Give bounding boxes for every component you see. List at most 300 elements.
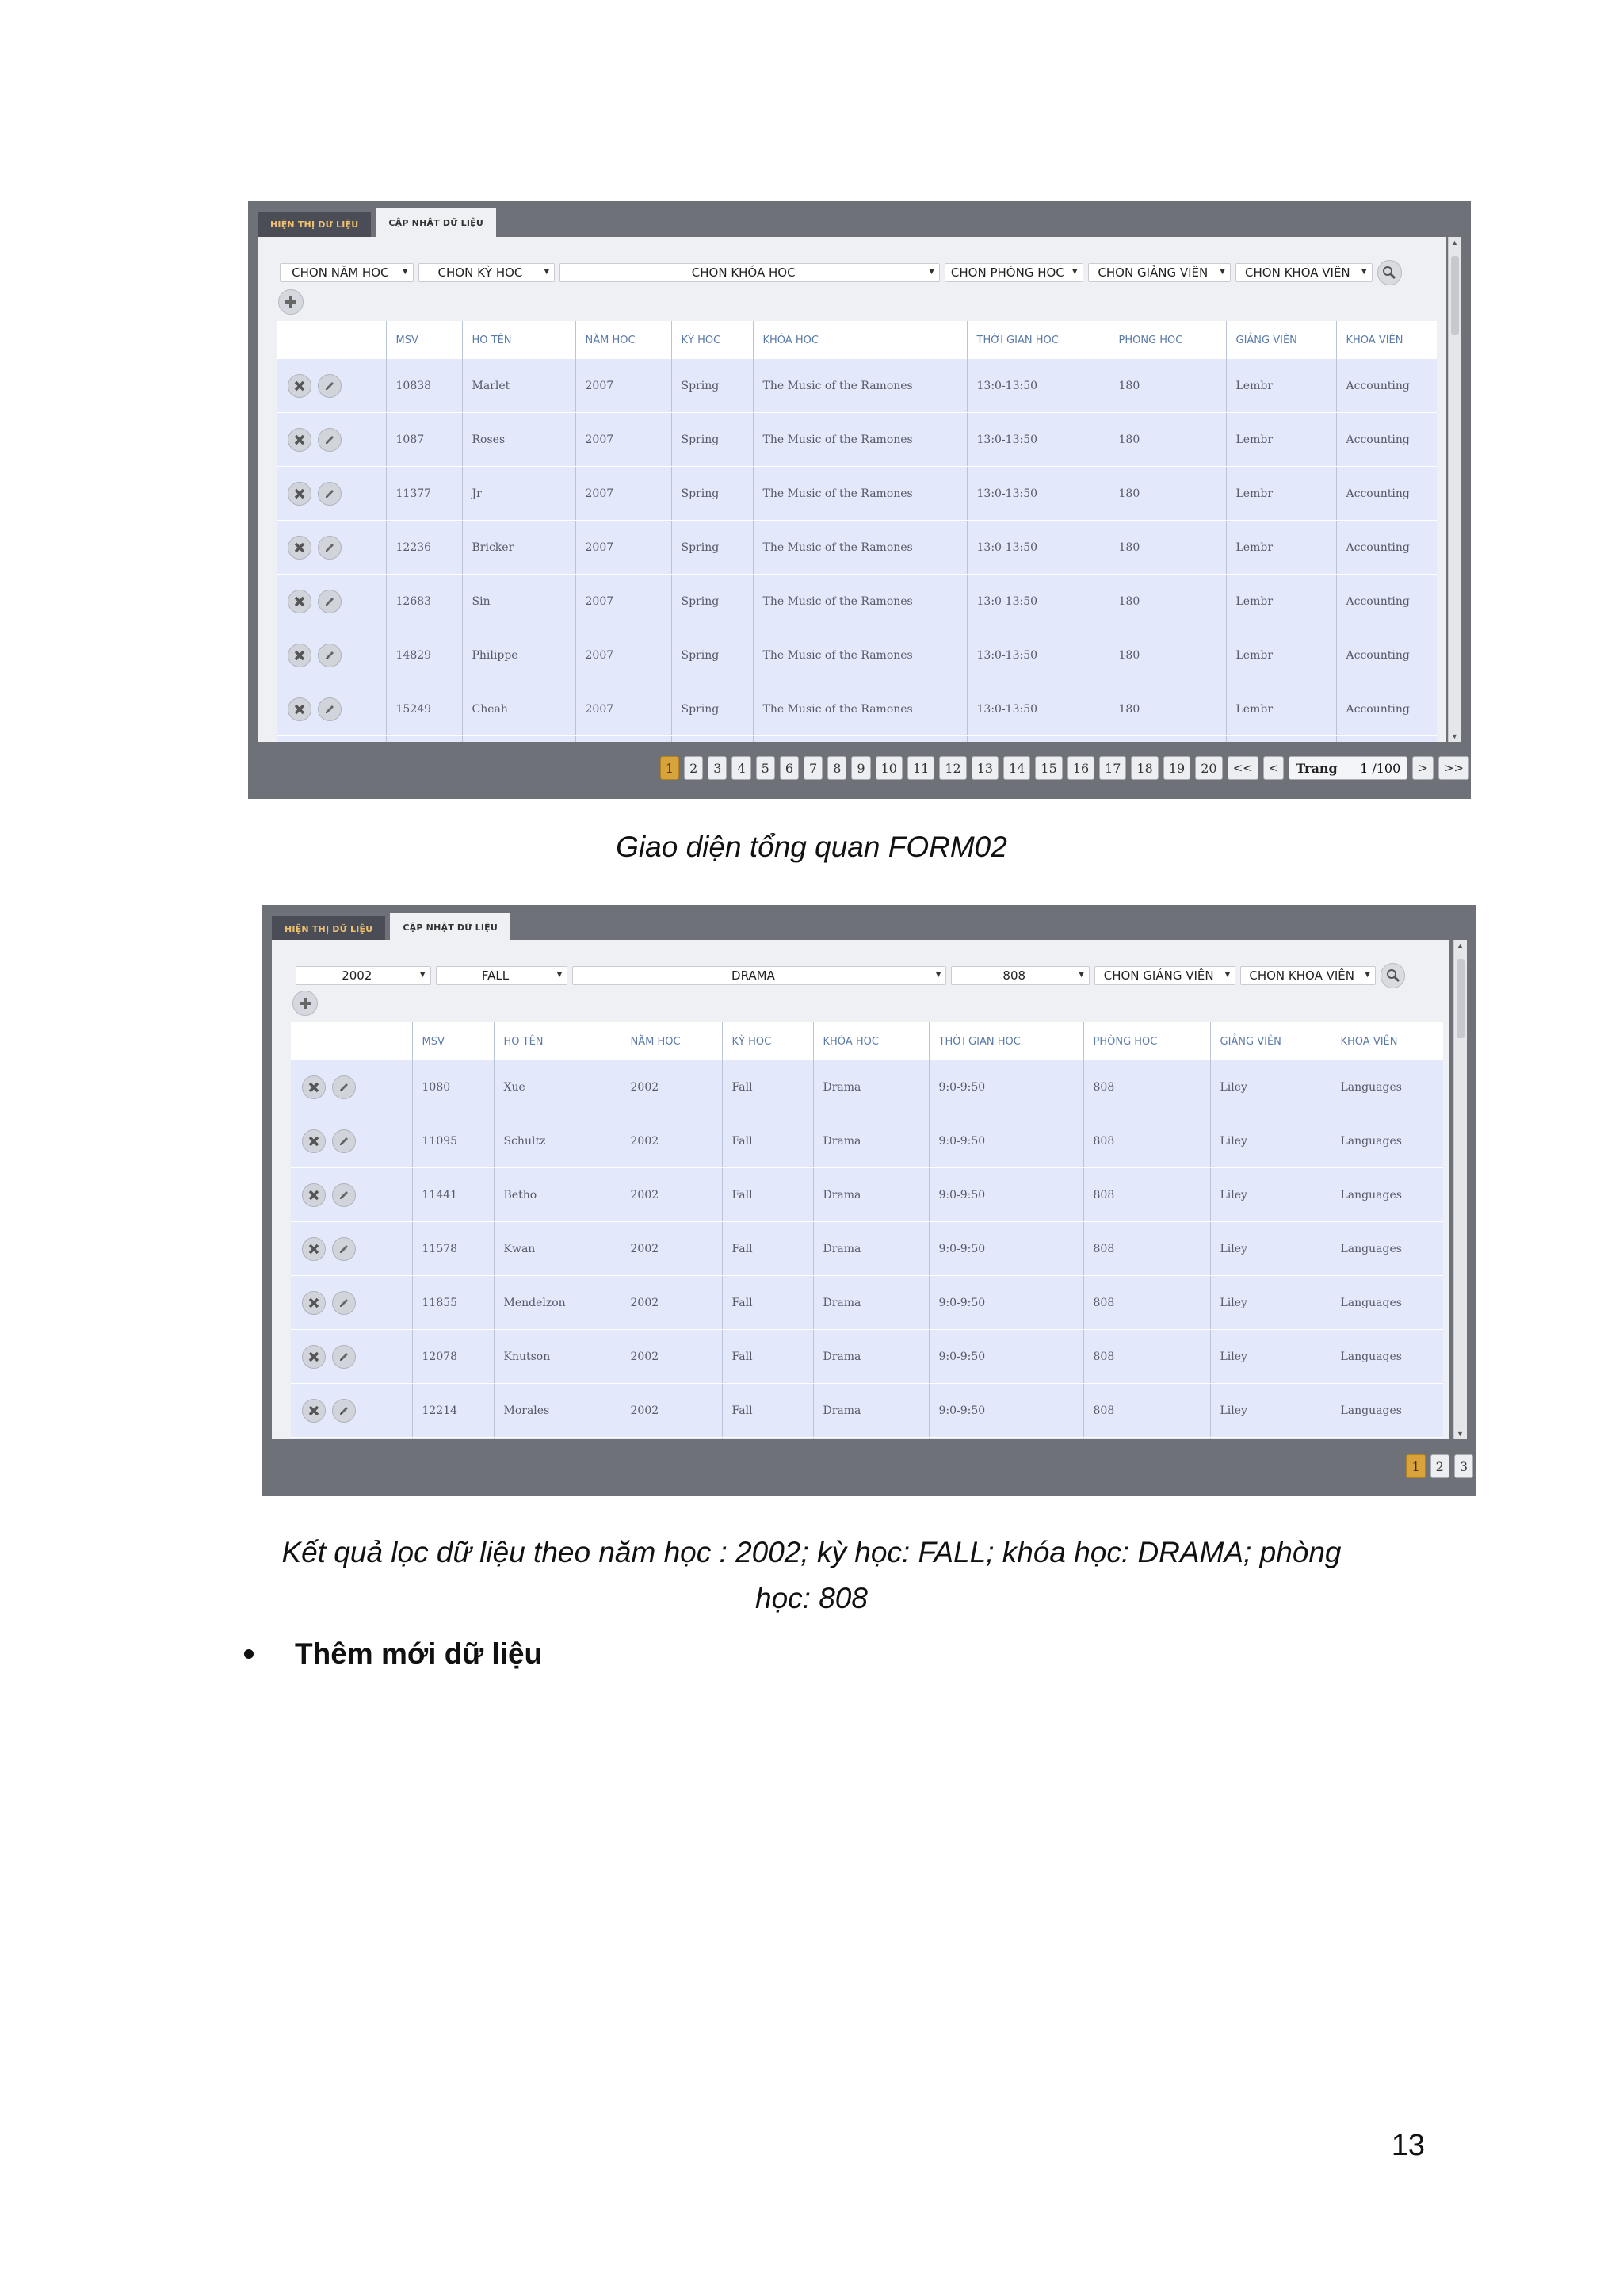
cell-course: The Music of the Ramones [753, 521, 967, 575]
delete-row-button[interactable] [302, 1399, 326, 1423]
cell-time: 9:0-9:50 [929, 1276, 1083, 1330]
cell-course: The Music of the Ramones [753, 628, 967, 682]
scrollbar-thumb[interactable] [1451, 256, 1459, 335]
tab-view-data[interactable]: HIỆN THỊ DỮ LIỆU [272, 916, 385, 942]
cell-name: Xue [494, 1060, 621, 1114]
edit-row-button[interactable] [332, 1291, 356, 1315]
delete-row-button[interactable] [288, 697, 311, 721]
column-header-lecturer[interactable]: GIẢNG VIÊN [1210, 1022, 1331, 1060]
cell-course: Drama [813, 1330, 929, 1384]
cell-room: 180 [1109, 521, 1226, 575]
column-header-name[interactable]: HO TÊN [462, 321, 575, 359]
cell-lecturer: Lembr [1226, 413, 1336, 467]
cell-course [813, 1438, 929, 1440]
delete-row-button[interactable] [302, 1129, 326, 1153]
next-page-button[interactable]: > [1412, 756, 1434, 780]
page-button[interactable]: 18 [1131, 756, 1158, 780]
cell-lecturer: Lembr [1226, 575, 1336, 628]
chevron-down-icon: ▼ [419, 971, 426, 979]
page-button[interactable]: 6 [780, 756, 799, 780]
column-header-room[interactable]: PHÒNG HOC [1083, 1022, 1210, 1060]
student-table [277, 321, 1437, 742]
cell-lecturer: Lembr [1226, 467, 1336, 521]
cell-msv: 11377 [386, 467, 462, 521]
chevron-down-icon: ▼ [544, 268, 550, 276]
cell-course: The Music of the Ramones [753, 575, 967, 628]
edit-row-button[interactable] [318, 590, 342, 613]
cell-room: 180 [1109, 467, 1226, 521]
pencil-icon [338, 1404, 350, 1417]
first-page-button[interactable]: << [1228, 756, 1258, 780]
cell-room: 808 [1083, 1384, 1210, 1438]
page-button[interactable]: 1 [1406, 1454, 1425, 1478]
page-button[interactable]: 13 [972, 756, 999, 780]
edit-row-button[interactable] [332, 1129, 356, 1153]
row-actions [291, 1438, 412, 1440]
lecturer-select-value: CHON GIẢNG VIÊN [1103, 968, 1214, 983]
page-number-list [1406, 1454, 1473, 1478]
delete-icon [307, 1404, 320, 1417]
lecturer-select-value: CHON GIẢNG VIÊN [1098, 266, 1209, 280]
chevron-down-icon: ▼ [556, 971, 563, 979]
cell-lecturer [1226, 736, 1336, 743]
scroll-up-icon[interactable]: ▲ [1451, 239, 1458, 246]
pencil-icon [338, 1350, 350, 1363]
page-button[interactable]: 2 [1430, 1454, 1449, 1478]
cell-term: Spring [671, 682, 753, 736]
pencil-icon [338, 1243, 350, 1255]
search-icon [1382, 266, 1396, 280]
column-header-course[interactable]: KHÓA HOC [753, 321, 967, 359]
pagination [660, 756, 1469, 780]
page-button[interactable]: 15 [1035, 756, 1062, 780]
cell-faculty: Languages [1331, 1276, 1443, 1330]
page-button[interactable]: 3 [708, 756, 727, 780]
scroll-up-icon[interactable]: ▲ [1457, 942, 1464, 949]
cell-msv: 11441 [412, 1168, 494, 1222]
last-page-button[interactable]: >> [1438, 756, 1469, 780]
row-actions [291, 1276, 412, 1330]
row-actions [277, 521, 386, 575]
cell-time: 13:0-13:50 [967, 575, 1109, 628]
cell-msv: 12236 [386, 521, 462, 575]
row-actions [291, 1114, 412, 1168]
cell-year: 2002 [621, 1060, 722, 1114]
table-row [291, 1276, 1443, 1330]
table-row [291, 1330, 1443, 1384]
row-actions [277, 359, 386, 413]
cell-msv: 12683 [386, 575, 462, 628]
pencil-icon [323, 595, 336, 608]
cell-year: 2007 [575, 413, 671, 467]
page-button[interactable]: 10 [876, 756, 903, 780]
delete-icon [293, 380, 306, 392]
cell-msv: 15249 [386, 682, 462, 736]
page-button[interactable]: 8 [827, 756, 846, 780]
delete-row-button[interactable] [288, 482, 311, 506]
cell-faculty: Accounting [1336, 413, 1437, 467]
page-button[interactable]: 3 [1454, 1454, 1473, 1478]
delete-row-button[interactable] [288, 374, 311, 398]
page-button[interactable]: 19 [1163, 756, 1190, 780]
edit-row-button[interactable] [332, 1237, 356, 1261]
column-header-year[interactable]: NĂM HOC [621, 1022, 722, 1060]
edit-row-button[interactable] [332, 1345, 356, 1369]
course-select-value: DRAMA [731, 968, 775, 983]
plus-icon [299, 997, 311, 1010]
column-header-lecturer[interactable]: GIẢNG VIÊN [1226, 321, 1336, 359]
row-actions [277, 467, 386, 521]
page-button[interactable]: 12 [939, 756, 966, 780]
cell-faculty: Languages [1331, 1168, 1443, 1222]
cell-name: Philippe [462, 628, 575, 682]
bullet-dot-icon [244, 1649, 254, 1659]
cell-term: Fall [722, 1168, 813, 1222]
cell-course: The Music of the Ramones [753, 413, 967, 467]
table-row [277, 682, 1437, 736]
pencil-icon [338, 1135, 350, 1148]
table-row [291, 1438, 1443, 1440]
cell-msv: 11855 [412, 1276, 494, 1330]
cell-lecturer: Liley [1210, 1114, 1331, 1168]
cell-time: 13:0-13:50 [967, 413, 1109, 467]
cell-msv [412, 1438, 494, 1440]
tab-view-data[interactable]: HIỆN THỊ DỮ LIỆU [258, 212, 371, 237]
page-number: 13 [1391, 2129, 1425, 2162]
table-header-row [277, 321, 1437, 359]
chevron-down-icon: ▼ [929, 268, 935, 276]
table-row [291, 1114, 1443, 1168]
cell-time: 9:0-9:50 [929, 1168, 1083, 1222]
edit-row-button[interactable] [318, 536, 342, 560]
cell-time: 13:0-13:50 [967, 628, 1109, 682]
delete-icon [293, 487, 306, 500]
cell-name: Marlet [462, 359, 575, 413]
table-row [277, 575, 1437, 628]
delete-icon [293, 649, 306, 662]
cell-faculty: Accounting [1336, 628, 1437, 682]
page-label: Trang [1296, 760, 1338, 776]
page-input[interactable] [1289, 756, 1407, 780]
actions-header [291, 1022, 412, 1060]
cell-room [1109, 736, 1226, 743]
cell-time: 13:0-13:50 [967, 521, 1109, 575]
cell-time [929, 1438, 1083, 1440]
table-row [291, 1168, 1443, 1222]
cell-name: Kwan [494, 1222, 621, 1276]
course-select[interactable] [572, 966, 946, 985]
cell-term: Spring [671, 628, 753, 682]
cell-lecturer [1210, 1438, 1331, 1440]
page-button[interactable]: 4 [731, 756, 750, 780]
faculty-select-value: CHON KHOA VIÊN [1245, 266, 1350, 280]
tab-update-data[interactable]: CẬP NHẬT DỮ LIỆU [376, 208, 496, 237]
cell-name: Sin [462, 575, 575, 628]
cell-msv: 1087 [386, 413, 462, 467]
column-header-term[interactable]: KỲ HOC [671, 321, 753, 359]
faculty-select-value: CHON KHOA VIÊN [1249, 968, 1354, 983]
cell-term: Spring [671, 413, 753, 467]
pagination [1406, 1454, 1473, 1478]
edit-row-button[interactable] [332, 1075, 356, 1099]
form02-overview-screenshot [248, 201, 1471, 799]
cell-room: 808 [1083, 1060, 1210, 1114]
lecturer-select[interactable] [1088, 263, 1231, 282]
page-button[interactable]: 5 [756, 756, 775, 780]
table-row [291, 1384, 1443, 1438]
cell-term: Fall [722, 1222, 813, 1276]
cell-msv [386, 736, 462, 743]
cell-term: Spring [671, 467, 753, 521]
edit-row-button[interactable] [318, 482, 342, 506]
pencil-icon [323, 541, 336, 554]
delete-icon [293, 703, 306, 716]
cell-year [621, 1438, 722, 1440]
search-icon [1386, 968, 1400, 983]
lecturer-select[interactable] [1094, 966, 1235, 985]
cell-name: Cheah [462, 682, 575, 736]
room-select-value: 808 [1002, 968, 1026, 983]
table-row [277, 359, 1437, 413]
cell-year: 2002 [621, 1276, 722, 1330]
figure-caption-2-line-2: học: 808 [755, 1582, 868, 1614]
delete-icon [307, 1297, 320, 1309]
room-select[interactable] [945, 263, 1083, 282]
page-number-list [660, 756, 1223, 780]
cell-year: 2007 [575, 682, 671, 736]
edit-row-button[interactable] [318, 428, 342, 452]
delete-row-button[interactable] [302, 1237, 326, 1261]
page-button[interactable]: 2 [684, 756, 703, 780]
cell-year: 2007 [575, 467, 671, 521]
cell-msv: 11095 [412, 1114, 494, 1168]
faculty-select[interactable] [1240, 966, 1376, 985]
term-select-value: FALL [481, 968, 510, 983]
scrollbar-thumb[interactable] [1457, 959, 1465, 1038]
cell-name [462, 736, 575, 743]
scroll-down-icon[interactable]: ▼ [1457, 1430, 1464, 1438]
scroll-down-icon[interactable]: ▼ [1451, 732, 1458, 740]
page-input-value: 1 /100 [1360, 760, 1401, 776]
column-header-msv[interactable]: MSV [412, 1022, 494, 1060]
cell-year: 2007 [575, 628, 671, 682]
chevron-down-icon: ▼ [1220, 268, 1226, 276]
cell-time: 9:0-9:50 [929, 1060, 1083, 1114]
page-button[interactable]: 20 [1195, 756, 1222, 780]
cell-faculty: Languages [1331, 1330, 1443, 1384]
column-header-name[interactable]: HO TÊN [494, 1022, 621, 1060]
actions-header [277, 321, 386, 359]
add-record-button[interactable] [278, 289, 304, 315]
delete-row-button[interactable] [288, 590, 311, 613]
row-actions [277, 682, 386, 736]
cell-room: 180 [1109, 359, 1226, 413]
cell-year: 2002 [621, 1114, 722, 1168]
row-actions [291, 1384, 412, 1438]
page-button[interactable]: 16 [1067, 756, 1094, 780]
column-header-room[interactable]: PHÒNG HOC [1109, 321, 1226, 359]
cell-course: Drama [813, 1060, 929, 1114]
cell-course: The Music of the Ramones [753, 359, 967, 413]
delete-row-button[interactable] [302, 1291, 326, 1315]
cell-lecturer: Lembr [1226, 521, 1336, 575]
tab-bar [272, 913, 510, 942]
column-header-time[interactable]: THỜI GIAN HOC [929, 1022, 1083, 1060]
delete-row-button[interactable] [302, 1183, 326, 1207]
figure-caption-2-line-1: Kết quả lọc dữ liệu theo năm học : 2002; kỳ học: FALL; khóa học: DRAMA; phòng [281, 1536, 1342, 1568]
table-body-2 [291, 1060, 1443, 1439]
delete-icon [307, 1081, 320, 1094]
data-panel [258, 237, 1446, 742]
pencil-icon [323, 703, 336, 716]
cell-name: Knutson [494, 1330, 621, 1384]
row-actions [277, 413, 386, 467]
cell-time [967, 736, 1109, 743]
row-actions [277, 628, 386, 682]
tab-bar [258, 208, 496, 237]
cell-faculty: Accounting [1336, 682, 1437, 736]
cell-time: 13:0-13:50 [967, 359, 1109, 413]
cell-term: Fall [722, 1330, 813, 1384]
term-select[interactable] [436, 966, 568, 985]
search-button[interactable] [1381, 963, 1405, 988]
cell-name: Bricker [462, 521, 575, 575]
cell-room: 808 [1083, 1276, 1210, 1330]
delete-icon [307, 1189, 320, 1201]
filter-bar [280, 262, 1402, 283]
cell-lecturer: Lembr [1226, 359, 1336, 413]
cell-faculty: Languages [1331, 1060, 1443, 1114]
cell-room [1083, 1438, 1210, 1440]
cell-lecturer: Lembr [1226, 682, 1336, 736]
cell-time: 13:0-13:50 [967, 682, 1109, 736]
table-row [277, 467, 1437, 521]
cell-year: 2002 [621, 1384, 722, 1438]
room-select[interactable] [951, 966, 1090, 985]
page-button[interactable]: 9 [851, 756, 870, 780]
cell-msv: 14829 [386, 628, 462, 682]
tab-update-data[interactable]: CẬP NHẬT DỮ LIỆU [390, 913, 510, 942]
edit-row-button[interactable] [318, 697, 342, 721]
column-header-time[interactable]: THỜI GIAN HOC [967, 321, 1109, 359]
edit-row-button[interactable] [318, 644, 342, 667]
faculty-select[interactable] [1235, 263, 1373, 282]
year-select[interactable] [280, 263, 414, 282]
cell-name [494, 1438, 621, 1440]
table-row [291, 1222, 1443, 1276]
chevron-down-icon: ▼ [402, 268, 408, 276]
row-actions [277, 736, 386, 743]
table-row [277, 736, 1437, 743]
column-header-term[interactable]: KỲ HOC [722, 1022, 813, 1060]
cell-course: The Music of the Ramones [753, 467, 967, 521]
row-actions [291, 1222, 412, 1276]
cell-time: 9:0-9:50 [929, 1330, 1083, 1384]
add-record-button[interactable] [292, 991, 318, 1016]
pencil-icon [338, 1297, 350, 1309]
pencil-icon [338, 1081, 350, 1094]
cell-name: Jr [462, 467, 575, 521]
chevron-down-icon: ▼ [1365, 971, 1371, 979]
delete-row-button[interactable] [288, 536, 311, 560]
edit-row-button[interactable] [318, 374, 342, 398]
column-header-faculty[interactable]: KHOA VIÊN [1336, 321, 1437, 359]
term-select[interactable] [418, 263, 556, 282]
column-header-course[interactable]: KHÓA HOC [813, 1022, 929, 1060]
cell-course: Drama [813, 1384, 929, 1438]
page-button[interactable]: 7 [804, 756, 823, 780]
cell-room: 180 [1109, 575, 1226, 628]
cell-room: 180 [1109, 682, 1226, 736]
delete-icon [293, 595, 306, 608]
vertical-scrollbar[interactable] [1453, 940, 1467, 1439]
column-header-faculty[interactable]: KHOA VIÊN [1331, 1022, 1443, 1060]
cell-faculty: Languages [1331, 1384, 1443, 1438]
row-actions [291, 1060, 412, 1114]
search-button[interactable] [1377, 260, 1402, 285]
cell-term: Spring [671, 359, 753, 413]
chevron-down-icon: ▼ [1224, 971, 1231, 979]
cell-faculty: Languages [1331, 1222, 1443, 1276]
column-header-year[interactable]: NĂM HOC [575, 321, 671, 359]
delete-icon [307, 1135, 320, 1148]
delete-icon [293, 541, 306, 554]
cell-time: 9:0-9:50 [929, 1114, 1083, 1168]
page-button[interactable]: 1 [660, 756, 679, 780]
vertical-scrollbar[interactable] [1448, 237, 1461, 742]
cell-year: 2007 [575, 521, 671, 575]
table-header-row [291, 1022, 1443, 1060]
cell-room: 808 [1083, 1114, 1210, 1168]
delete-icon [307, 1350, 320, 1363]
delete-row-button[interactable] [288, 644, 311, 667]
cell-lecturer: Lembr [1226, 628, 1336, 682]
year-select[interactable] [296, 966, 431, 985]
course-select-value: CHON KHÓA HOC [691, 266, 796, 280]
row-actions [277, 575, 386, 628]
pencil-icon [323, 434, 336, 446]
page-button[interactable]: 14 [1003, 756, 1030, 780]
cell-course: Drama [813, 1222, 929, 1276]
cell-name: Morales [494, 1384, 621, 1438]
cell-term: Fall [722, 1114, 813, 1168]
figure-caption-1: Giao diện tổng quan FORM02 [616, 831, 1007, 863]
cell-term: Fall [722, 1276, 813, 1330]
prev-page-button[interactable]: < [1263, 756, 1285, 780]
cell-year: 2002 [621, 1168, 722, 1222]
page-button[interactable]: 17 [1099, 756, 1126, 780]
edit-row-button[interactable] [332, 1399, 356, 1423]
cell-course [753, 736, 967, 743]
filter-result-screenshot [262, 905, 1476, 1496]
chevron-down-icon: ▼ [1071, 268, 1078, 276]
table-row [277, 521, 1437, 575]
delete-icon [307, 1243, 320, 1255]
delete-row-button[interactable] [302, 1345, 326, 1369]
delete-row-button[interactable] [288, 428, 311, 452]
cell-faculty: Accounting [1336, 359, 1437, 413]
room-select-value: CHON PHÒNG HOC [950, 266, 1064, 280]
page-button[interactable]: 11 [907, 756, 934, 780]
cell-term: Spring [671, 521, 753, 575]
pencil-icon [338, 1189, 350, 1201]
course-select[interactable] [559, 263, 940, 282]
delete-row-button[interactable] [302, 1075, 326, 1099]
edit-row-button[interactable] [332, 1183, 356, 1207]
cell-lecturer: Liley [1210, 1222, 1331, 1276]
delete-icon [293, 434, 306, 446]
column-header-msv[interactable]: MSV [386, 321, 462, 359]
